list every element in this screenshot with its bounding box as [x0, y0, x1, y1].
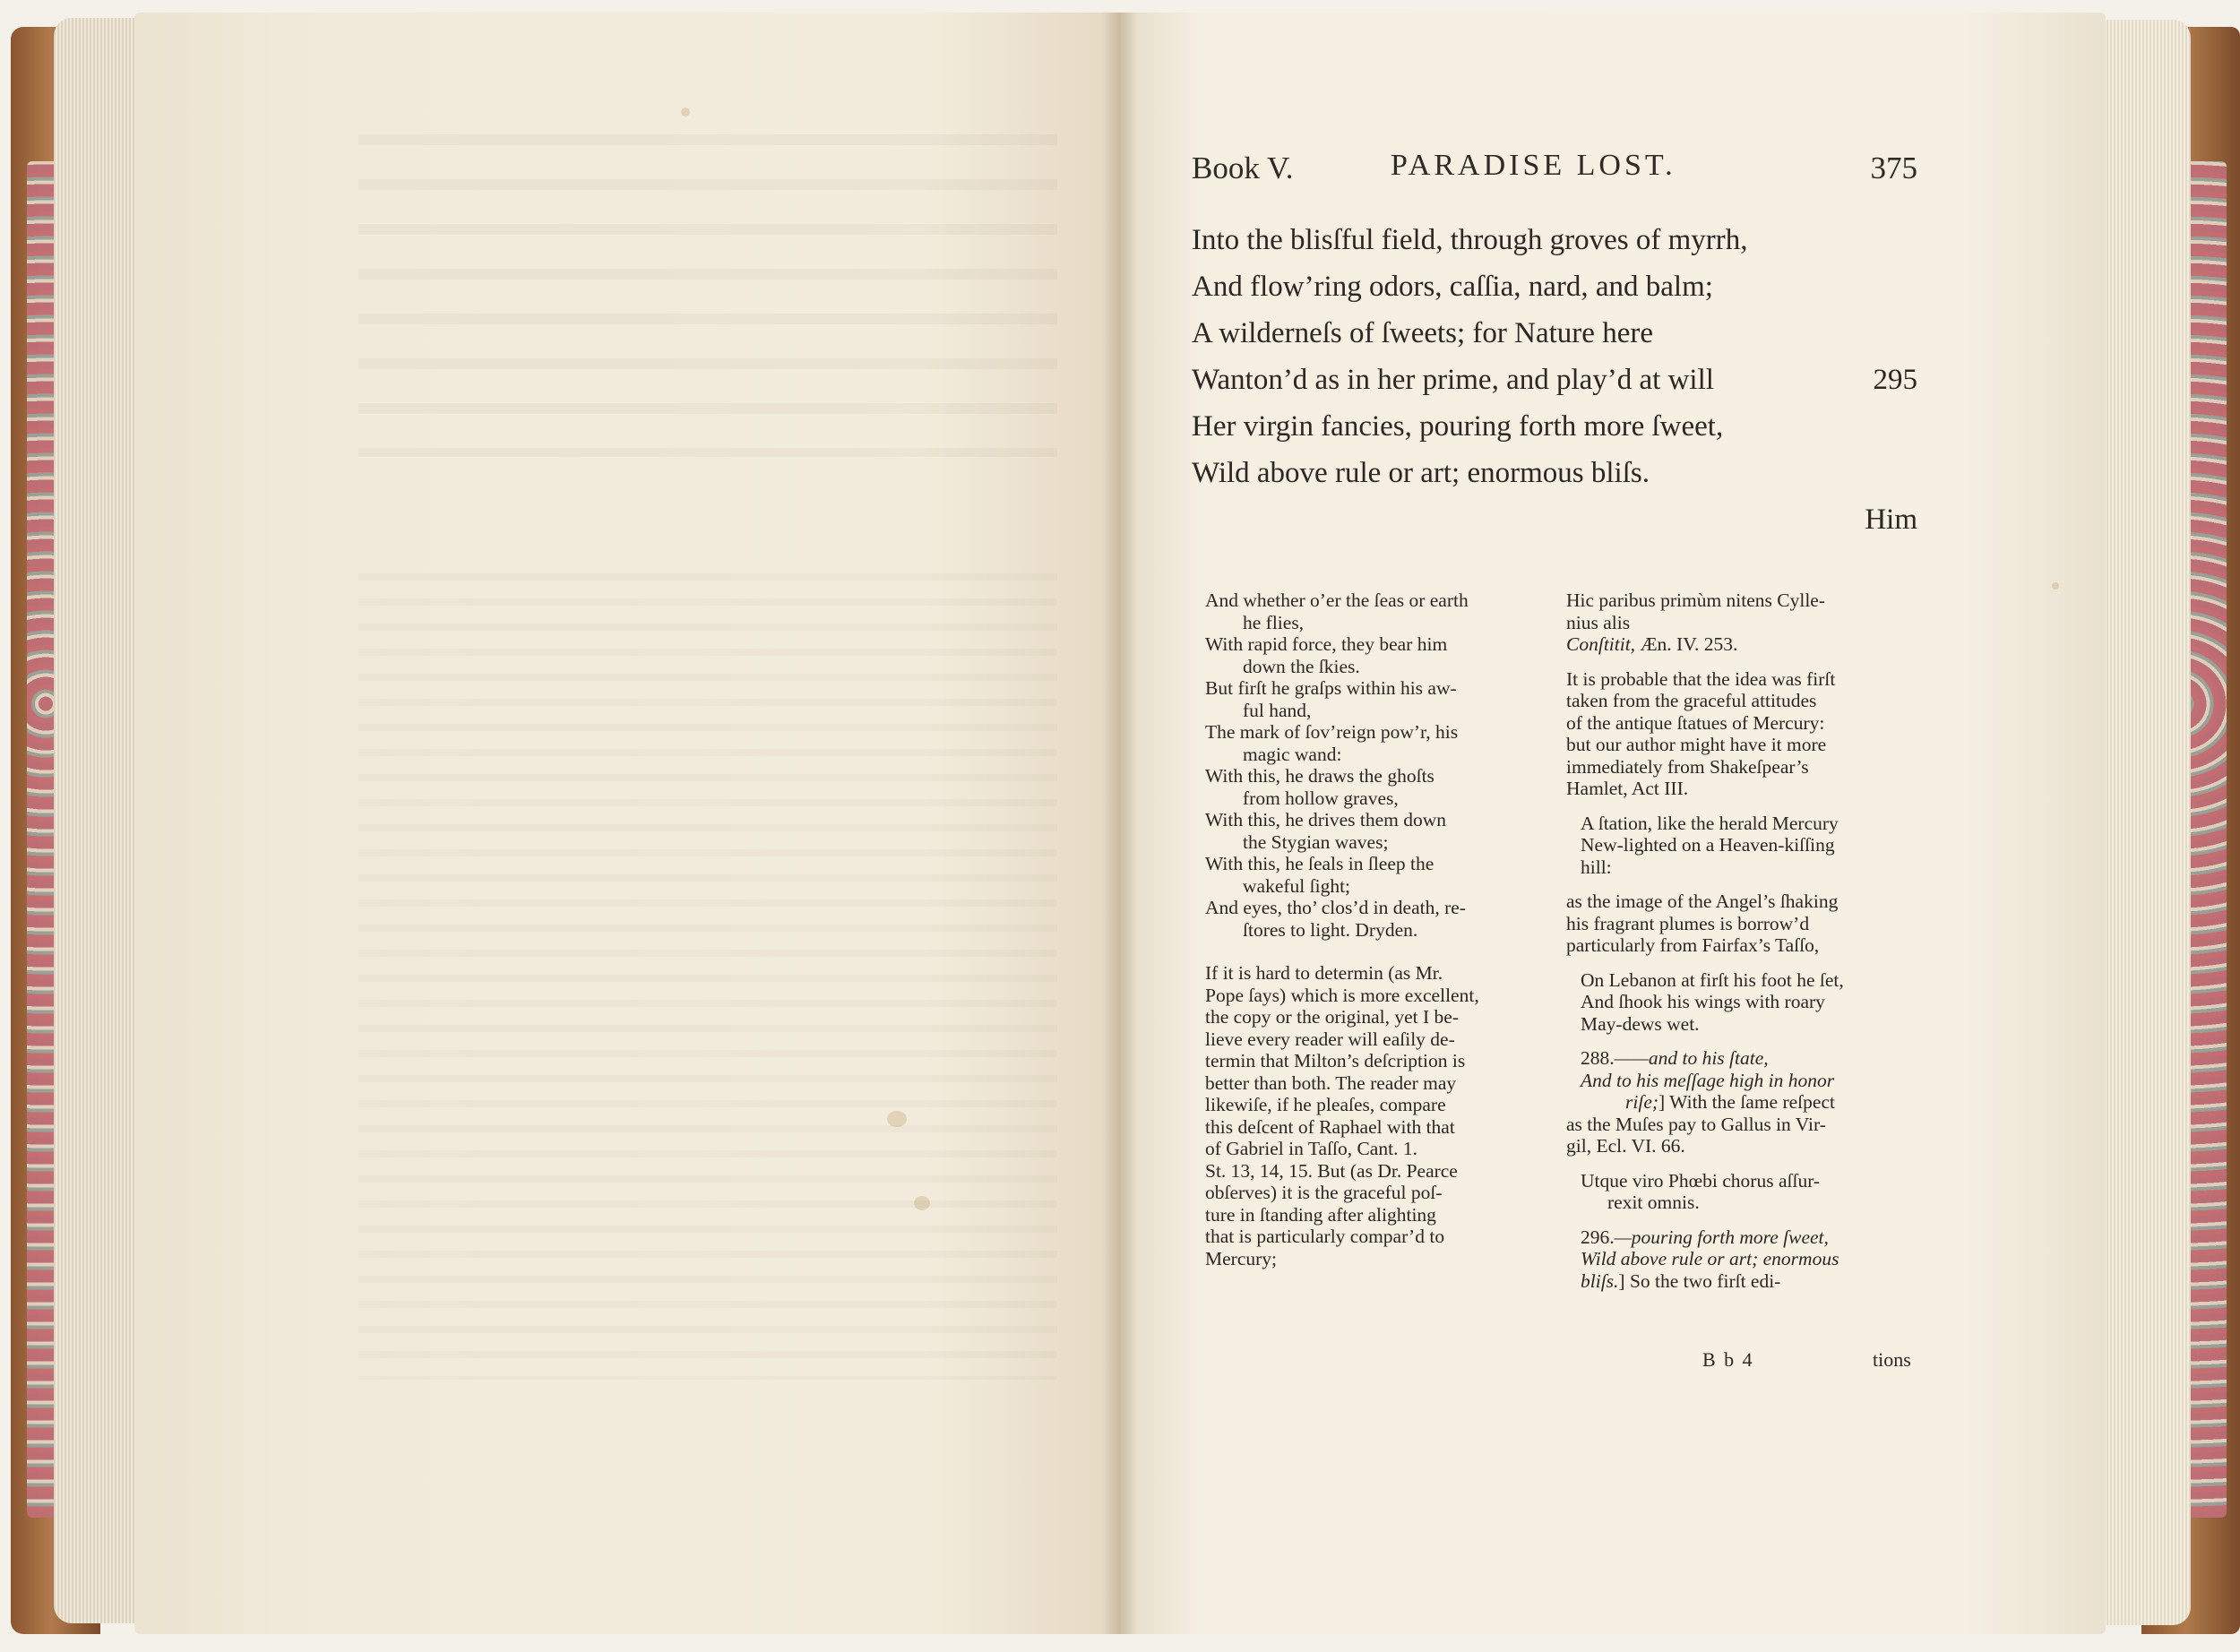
poem-verse — [1192, 217, 1917, 543]
note-line: as the Muſes pay to Gallus in Vir- — [1566, 1113, 1826, 1135]
quote-line: On Lebanon at firſt his foot he ſet, — [1581, 968, 1844, 991]
verse-line — [1192, 450, 1917, 496]
foxing-spot — [681, 108, 690, 116]
note-line: this deſcent of Raphael with that — [1205, 1115, 1455, 1138]
foxing-spot — [914, 1196, 930, 1210]
book-number: Book V. — [1192, 151, 1294, 185]
note-paragraph — [1205, 962, 1550, 1269]
note-line: of the antique ſtatues of Mercury: — [1566, 711, 1825, 734]
note-line — [1566, 1270, 1920, 1293]
verse-catchword: Him — [1865, 503, 1917, 536]
quote-line: With this, he ſeals in ſleep the — [1205, 853, 1434, 874]
note-text: ] With the ſame reſpect — [1658, 1091, 1835, 1113]
foxing-spot — [887, 1111, 907, 1127]
note-line: St. 13, 14, 15. But (as Dr. Pearce — [1205, 1159, 1458, 1182]
note-line: taken from the graceful attitudes — [1566, 690, 1817, 711]
quote-line: Utque viro Phœbi chorus aſſur- — [1581, 1169, 1821, 1192]
note-296 — [1566, 1226, 1920, 1293]
quote-line: With this, he draws the ghoſts — [1205, 765, 1434, 787]
quote-line: Hic paribus primùm nitens Cylle- — [1566, 589, 1826, 611]
note-line: but our author might have it more — [1566, 734, 1827, 755]
note-line: particularly from Fairfax’s Taſſo, — [1566, 934, 1820, 956]
quote-line: from hollow graves, — [1243, 787, 1399, 809]
running-head — [1192, 142, 1917, 195]
quote-line: And eyes, tho’ clos’d in death, re- — [1205, 897, 1466, 918]
note-line: of Gabriel in Taſſo, Cant. 1. — [1205, 1138, 1417, 1159]
quote-line: The mark of ſov’reign pow’r, his — [1205, 721, 1459, 743]
note-line: ture in ſtanding after alighting — [1205, 1203, 1436, 1226]
quote-line: he flies, — [1243, 611, 1305, 633]
note-line: lieve every reader will eaſily de- — [1205, 1028, 1455, 1050]
note-line: his fragrant plumes is borrow’d — [1566, 912, 1810, 934]
note-line: that is particularly compar’d to — [1205, 1226, 1445, 1247]
note-paragraph — [1566, 668, 1920, 800]
note-line: Mercury; — [1205, 1247, 1277, 1269]
note-line: likewiſe, if he pleaſes, compare — [1205, 1094, 1446, 1115]
verse-line — [1192, 263, 1917, 310]
note-line: as the image of the Angel’s ſhaking — [1566, 891, 1839, 912]
note-line: If it is hard to determin (as Mr. — [1205, 962, 1443, 984]
note-number: 288. — [1581, 1047, 1615, 1069]
quote-line: And whether o’er the ſeas or earth — [1205, 589, 1469, 611]
gutter-shadow — [1102, 13, 1138, 1634]
note-line: the copy or the original, yet I be- — [1205, 1006, 1459, 1028]
quote-line: But firſt he graſps within his aw- — [1205, 677, 1457, 699]
dryden-quote — [1205, 589, 1550, 941]
note-lemma: riſe; — [1625, 1091, 1659, 1113]
note-line: Wild above rule or art; enormous — [1581, 1248, 1839, 1269]
quote-line: nius alis — [1566, 611, 1631, 633]
virgil-quote — [1566, 589, 1920, 656]
quote-line: the Stygian waves; — [1243, 830, 1389, 853]
quote-ref: Æn. IV. 253. — [1640, 633, 1738, 655]
page-number: 375 — [1870, 151, 1917, 185]
note-line: Hamlet, Act III. — [1566, 778, 1689, 799]
note-line: immediately from Shakeſpear’s — [1566, 755, 1809, 778]
quote-ref-italic: Conſtitit, — [1566, 633, 1636, 655]
verse-text: Her virgin fancies, pouring forth more ſweet, — [1192, 410, 1724, 443]
right-page-edges — [2092, 20, 2191, 1625]
note-text: ] So the two firſt edi- — [1618, 1269, 1781, 1292]
note-line: gil, Ecl. VI. 66. — [1566, 1135, 1685, 1157]
verse-text: Wanton’d as in her prime, and play’d at will — [1192, 364, 1714, 396]
note-line: It is probable that the idea was firſt — [1566, 667, 1836, 690]
note-line: better than both. The reader may — [1205, 1071, 1457, 1094]
quote-line: A ſtation, like the herald Mercury — [1581, 812, 1839, 834]
verse-text: And flow’ring odors, caſſia, nard, and balm; — [1192, 271, 1713, 303]
quote-line: With this, he drives them down — [1205, 809, 1447, 830]
note-288 — [1566, 1047, 1920, 1157]
verse-line — [1192, 217, 1917, 263]
fairfax-quote — [1566, 969, 1920, 1036]
quote-line: wakeful ſight; — [1243, 874, 1351, 897]
left-page-bleed-through-notes — [358, 573, 1057, 1380]
left-page-bleed-through — [358, 134, 1057, 457]
verse-line — [1192, 310, 1917, 357]
virgil-quote-2 — [1566, 1170, 1920, 1214]
note-lemma: ——and to his ſtate, — [1614, 1047, 1769, 1069]
quote-line: ful hand, — [1243, 699, 1312, 721]
note-paragraph — [1566, 891, 1920, 957]
note-lemma: bliſs. — [1581, 1269, 1619, 1292]
quote-line: ſtores to light. Dryden. — [1243, 918, 1418, 941]
foxing-spot — [2052, 582, 2059, 589]
verse-text: A wilderneſs of ſweets; for Nature here — [1192, 317, 1653, 349]
note-line: obſerves) it is the graceful poſ- — [1205, 1182, 1443, 1203]
note-line — [1566, 1091, 1920, 1114]
quote-line: And ſhook his wings with roary — [1581, 991, 1825, 1012]
note-line: And to his meſſage high in honor — [1581, 1069, 1835, 1091]
running-title: PARADISE LOST. — [1391, 149, 1676, 182]
quote-line: down the ſkies. — [1243, 655, 1360, 677]
note-lemma: —pouring forth more ſweet, — [1614, 1226, 1829, 1248]
note-line — [1566, 1047, 1920, 1070]
notes-column-left — [1205, 589, 1550, 1269]
catchword: tions — [1873, 1348, 1911, 1371]
note-line: Pope ſays) which is more excellent, — [1205, 984, 1479, 1006]
line-number: 295 — [1873, 364, 1917, 396]
quote-line: With rapid force, they bear him — [1205, 633, 1448, 655]
shakespeare-quote — [1566, 813, 1920, 879]
verse-text: Wild above rule or art; enormous bliſs. — [1192, 457, 1650, 489]
quote-line: New-lighted on a Heaven-kiſſing — [1581, 834, 1835, 856]
notes-column-right — [1566, 589, 1920, 1292]
note-line — [1566, 1226, 1920, 1249]
quote-line: rexit omnis. — [1607, 1192, 1700, 1213]
verse-line — [1192, 357, 1917, 403]
quote-line: May-dews wet. — [1581, 1012, 1700, 1035]
signature-mark: B b 4 — [1702, 1348, 1754, 1371]
quote-line: magic wand: — [1243, 743, 1342, 765]
quote-reference — [1566, 633, 1920, 656]
note-number: 296. — [1581, 1226, 1615, 1248]
verse-text: Into the blisſful field, through groves of myrrh, — [1192, 224, 1748, 256]
verse-line — [1192, 403, 1917, 450]
quote-line: hill: — [1581, 856, 1612, 878]
note-line: termin that Milton’s deſcription is — [1205, 1050, 1466, 1071]
